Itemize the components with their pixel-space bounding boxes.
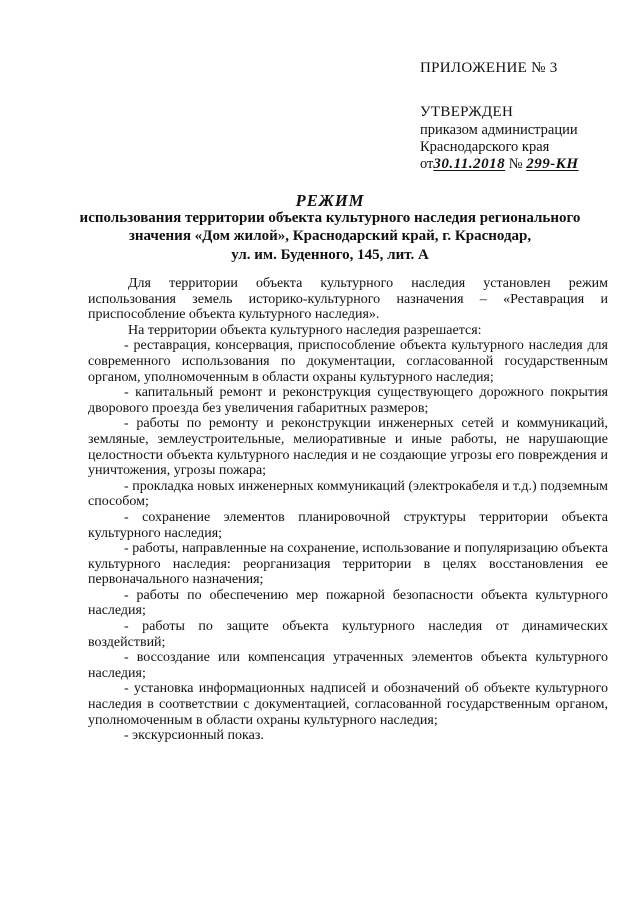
order-issuer-line-2: Краснодарского края [420, 139, 550, 155]
document-subtitle-line-2: значения «Дом жилой», Краснодарский край, г. Краснодар, [128, 228, 532, 244]
order-issuer-line-1: приказом администрации [420, 122, 578, 138]
document-subtitle-line-1: использования территории объекта культурного наследия регионального [79, 210, 581, 226]
list-item: - работы по защите объекта культурного наследия от динамических воздействий; [88, 619, 608, 650]
allowed-heading: На территории объекта культурного наследия разрешается: [128, 322, 482, 338]
document-subtitle-line-3: ул. им. Буденного, 145, лит. А [231, 247, 429, 263]
order-date-prefix: от [420, 156, 434, 172]
order-date: 30.11.2018 [433, 156, 506, 172]
list-item: - экскурсионный показ. [124, 728, 264, 744]
appendix-label: ПРИЛОЖЕНИЕ № 3 [420, 60, 558, 76]
list-item: - работы, направленные на сохранение, использование и популяризацию объекта культурного наследия: реорганизация территории в целях восстановления ее первоначального назначения; [88, 541, 608, 588]
list-item: - сохранение элементов планировочной структуры территории объекта культурного наследия; [88, 509, 608, 541]
list-item: - капитальный ремонт и реконструкция существующего дорожного покрытия дворового проезда без увеличения габаритных размеров; [88, 385, 608, 416]
intro-paragraph: Для территории объекта культурного наследия установлен режим использования земель историко-культурного назначения – «Реставрация и приспособление объекта культурного наследия». [88, 276, 608, 323]
list-item: - воссоздание или компенсация утраченных элементов объекта культурного наследия; [88, 650, 608, 681]
approval-stamp-label: УТВЕРЖДЕН [420, 104, 514, 120]
order-reference [420, 156, 579, 173]
document-title: РЕЖИМ [295, 191, 365, 210]
list-item: - работы по ремонту и реконструкции инженерных сетей и коммуникаций, земляные, землеустроительные, мелиоративные и иные работы, не нарушающие целостности объекта культурного наследия и не создающие угрозы его повреждения и уничтожения, угрозы пожара; [88, 416, 608, 479]
order-number-prefix: № [508, 156, 523, 172]
order-number: 299-КН [526, 156, 579, 172]
list-item: - работы по обеспечению мер пожарной безопасности объекта культурного наследия; [88, 587, 608, 619]
document-body [88, 276, 608, 744]
list-item: - реставрация, консервация, приспособление объекта культурного наследия для современного использования по документации, согласованной государственным органом, уполномоченным в области охраны культурного наследия; [88, 338, 608, 385]
list-item: - установка информационных надписей и обозначений об объекте культурного наследия в соответствии с документацией, согласованной государственным органом, уполномоченным в области охраны культурного наследия; [88, 681, 608, 728]
list-item: - прокладка новых инженерных коммуникаций (электрокабеля и т.д.) подземным способом; [88, 478, 608, 510]
